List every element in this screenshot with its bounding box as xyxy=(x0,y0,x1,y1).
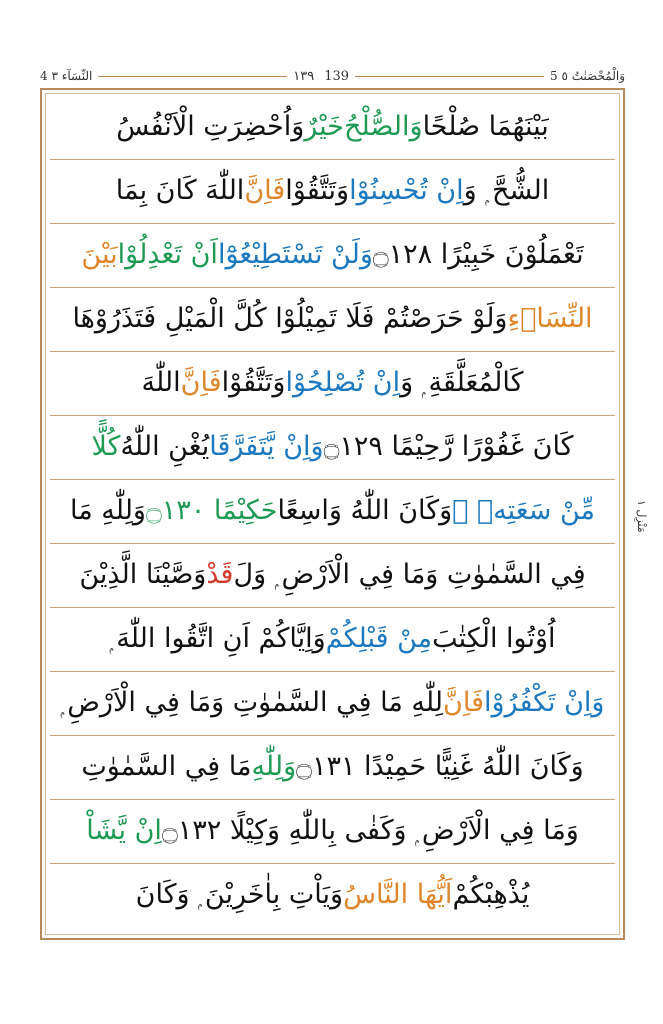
verse-segment: وَاِنْ تَكْفُرُوْا xyxy=(484,687,605,718)
verse-segment: وَكَانَ اللّٰهُ غَنِيًّا حَمِيْدًا ۝١٣١ xyxy=(296,751,584,782)
verse-segment: بَيْنَهُمَا صُلْحًا xyxy=(422,111,549,142)
line-separator xyxy=(50,607,615,608)
surah-label: 4 النِّسَآء ٣ xyxy=(40,69,93,83)
text-frame xyxy=(40,88,625,940)
page-number-group xyxy=(293,69,349,84)
verse-segment: وَالصُّلْحُ xyxy=(344,111,423,142)
verse-segment: اِنْ تُصْلِحُوْا xyxy=(285,367,401,398)
verse-segment: وَكَانَ اللّٰهُ وَاسِعًا xyxy=(277,495,453,526)
verse-line-1 xyxy=(50,98,615,156)
verse-segment: اُوْتُوا الْكِتٰبَ xyxy=(432,623,556,654)
header-rule-left xyxy=(98,76,287,77)
verse-segment: النِّسَاۗءِ xyxy=(507,303,593,334)
line-separator xyxy=(50,543,615,544)
verse-line-6 xyxy=(50,418,615,476)
line-separator xyxy=(50,671,615,672)
verse-segment: وَصَّيْنَا الَّذِيْنَ xyxy=(79,559,207,590)
line-separator xyxy=(50,223,615,224)
verse-line-4 xyxy=(50,290,615,348)
line-separator xyxy=(50,351,615,352)
verse-segment: مِّنْ سَعَتِهٖ ۭ xyxy=(452,495,595,526)
verse-segment: وَلَوْ حَرَصْتُمْ فَلَا تَمِيْلُوْا كُلَّ الْمَيْلِ فَتَذَرُوْهَا xyxy=(72,303,508,334)
verse-segment: وَتَتَّقُوْا xyxy=(221,367,286,398)
verse-line-9 xyxy=(50,610,615,668)
verse-line-11 xyxy=(50,738,615,796)
verse-segment: اِنْ يَّشَاْ xyxy=(86,815,162,846)
verse-line-2 xyxy=(50,162,615,220)
line-separator xyxy=(50,287,615,288)
page-number-arabic: ١٣٩ xyxy=(293,68,315,84)
verse-segment: وَلِلّٰهِ مَا xyxy=(70,495,146,526)
verse-segment: يُغْنِ اللّٰهُ xyxy=(120,431,210,462)
verse-segment: خَيْرٌ xyxy=(304,111,345,142)
verse-segment: وَاِنْ يَّتَفَرَّقَا xyxy=(209,431,324,462)
verse-line-13 xyxy=(50,866,615,924)
verse-line-8 xyxy=(50,546,615,604)
verse-segment: تَعْمَلُوْنَ خَبِيْرًا ۝١٢٨ xyxy=(372,239,584,270)
page-header xyxy=(40,66,625,86)
verse-segment: اَنْ تَعْدِلُوْا xyxy=(117,239,218,270)
verse-segment: كُلًّا xyxy=(91,431,121,462)
verse-segment: اِنْ تُحْسِنُوْا xyxy=(349,175,464,206)
verse-segment: بَيْنَ xyxy=(81,239,118,270)
page-number: 139 xyxy=(324,68,350,84)
line-separator xyxy=(50,799,615,800)
line-separator xyxy=(50,735,615,736)
verse-segment: حَكِيْمًا ۝١٣٠ xyxy=(145,495,278,526)
verse-segment: قَدْ xyxy=(206,559,234,590)
line-separator xyxy=(50,159,615,160)
verse-segment: وَاُحْضِرَتِ الْاَنْفُسُ xyxy=(116,111,305,142)
verse-line-10 xyxy=(50,674,615,732)
verse-segment: فَاِنَّ xyxy=(443,687,484,718)
line-separator xyxy=(50,479,615,480)
verse-segment: كَانَ غَفُوْرًا رَّحِيْمًا ۝١٢٩ xyxy=(323,431,574,462)
line-separator xyxy=(50,863,615,864)
verse-segment: اللّٰهَ كَانَ بِمَا xyxy=(115,175,245,206)
verse-line-12 xyxy=(50,802,615,860)
verse-segment: يُذْهِبْكُمْ xyxy=(452,879,530,910)
verse-segment: لِلّٰهِ مَا فِي السَّمٰوٰتِ وَمَا فِي الْاَرْضِ ۭ xyxy=(60,687,444,718)
verse-segment: وَيَاْتِ بِاٰخَرِيْنَ ۭ وَكَانَ xyxy=(135,879,344,910)
verse-segment: مَا فِي السَّمٰوٰتِ xyxy=(81,751,252,782)
verse-segment: اللّٰهَ xyxy=(141,367,181,398)
juz-label: 5 وَالْمُحْصَنٰتُ ٥ xyxy=(550,69,625,83)
verse-segment: مِنْ قَبْلِكُمْ xyxy=(325,623,433,654)
verse-segment: وَمَا فِي الْاَرْضِ ۭ وَكَفٰى بِاللّٰهِ وَكِيْلًا ۝١٣٢ xyxy=(161,815,579,846)
verse-segment: فِي السَّمٰوٰتِ وَمَا فِي الْاَرْضِ ۭ وَلَ xyxy=(233,559,586,590)
verse-segment: الشُّحَّ ۭ وَ xyxy=(463,175,550,206)
manzil-side-label: مَنْزِل ١ xyxy=(635,500,648,533)
verse-segment: فَاِنَّ xyxy=(244,175,286,206)
verse-segment: وَتَتَّقُوْا xyxy=(285,175,350,206)
verse-line-5 xyxy=(50,354,615,412)
verse-segment: كَالْمُعَلَّقَةِ ۭ وَ xyxy=(400,367,524,398)
line-separator xyxy=(50,415,615,416)
verse-line-7 xyxy=(50,482,615,540)
verse-segment: وَلَنْ تَسْتَطِيْعُوْٓا xyxy=(217,239,373,270)
verse-segment: اَيُّهَا النَّاسُ xyxy=(343,879,453,910)
verse-segment: وَاِيَّاكُمْ اَنِ اتَّقُوا اللّٰهَ ۭ xyxy=(109,623,326,654)
header-rule-right xyxy=(355,76,544,77)
verse-segment: وَلِلّٰهِ xyxy=(251,751,297,782)
verse-segment: فَاِنَّ xyxy=(180,367,222,398)
verse-line-3 xyxy=(50,226,615,284)
